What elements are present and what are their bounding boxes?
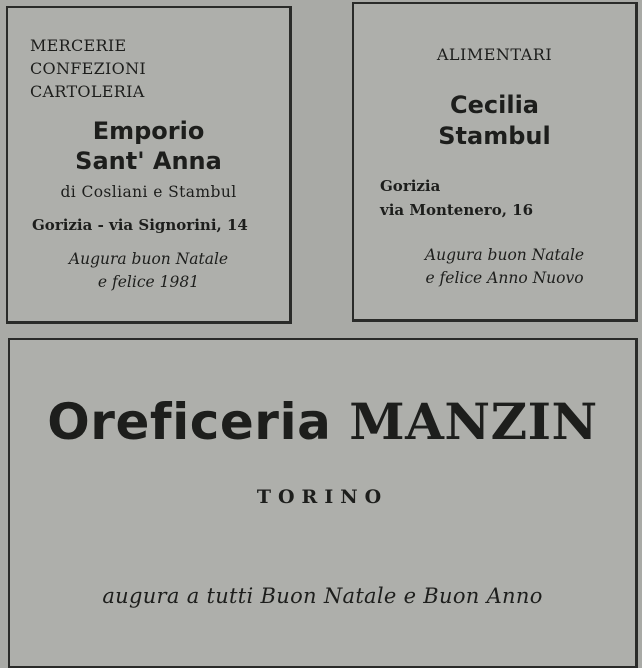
greeting-line2: e felice 1981 xyxy=(97,273,200,291)
shop-name xyxy=(354,90,635,152)
shop-name xyxy=(10,392,635,452)
greeting-text xyxy=(8,248,289,294)
owners-text: di Cosliani e Stambul xyxy=(60,183,237,201)
shop-name-regular: Oreficeria xyxy=(47,393,332,451)
greeting-line1: Augura buon Natale xyxy=(68,250,229,268)
shop-name-line1: Emporio xyxy=(92,117,205,145)
city-text: Gorizia xyxy=(380,177,441,195)
address-block xyxy=(380,174,533,222)
ad-cecilia-stambul xyxy=(352,2,638,322)
shop-name-caps: MANZIN xyxy=(349,392,598,451)
category-item: CONFEZIONI xyxy=(30,59,147,78)
greeting-text: augura a tutti Buon Natale e Buon Anno xyxy=(102,584,543,608)
greeting-line2: e felice Anno Nuovo xyxy=(425,269,584,287)
ad-emporio-sant-anna xyxy=(6,6,292,324)
address-text: Gorizia - via Signorini, 14 xyxy=(32,216,248,234)
greeting-text xyxy=(374,244,635,290)
street-text: via Montenero, 16 xyxy=(380,201,534,219)
city-text: TORINO xyxy=(256,486,389,508)
shop-name-line2: Stambul xyxy=(438,122,551,150)
category-item: CARTOLERIA xyxy=(30,82,145,101)
ad-oreficeria-manzin xyxy=(8,338,638,668)
shop-name-line2: Sant' Anna xyxy=(75,147,222,175)
category-text: ALIMENTARI xyxy=(436,45,553,64)
shop-name-line1: Cecilia xyxy=(450,91,539,119)
greeting-line1: Augura buon Natale xyxy=(424,246,585,264)
shop-name xyxy=(8,116,289,176)
categories-list xyxy=(30,34,146,103)
category-item: MERCERIE xyxy=(30,36,127,55)
